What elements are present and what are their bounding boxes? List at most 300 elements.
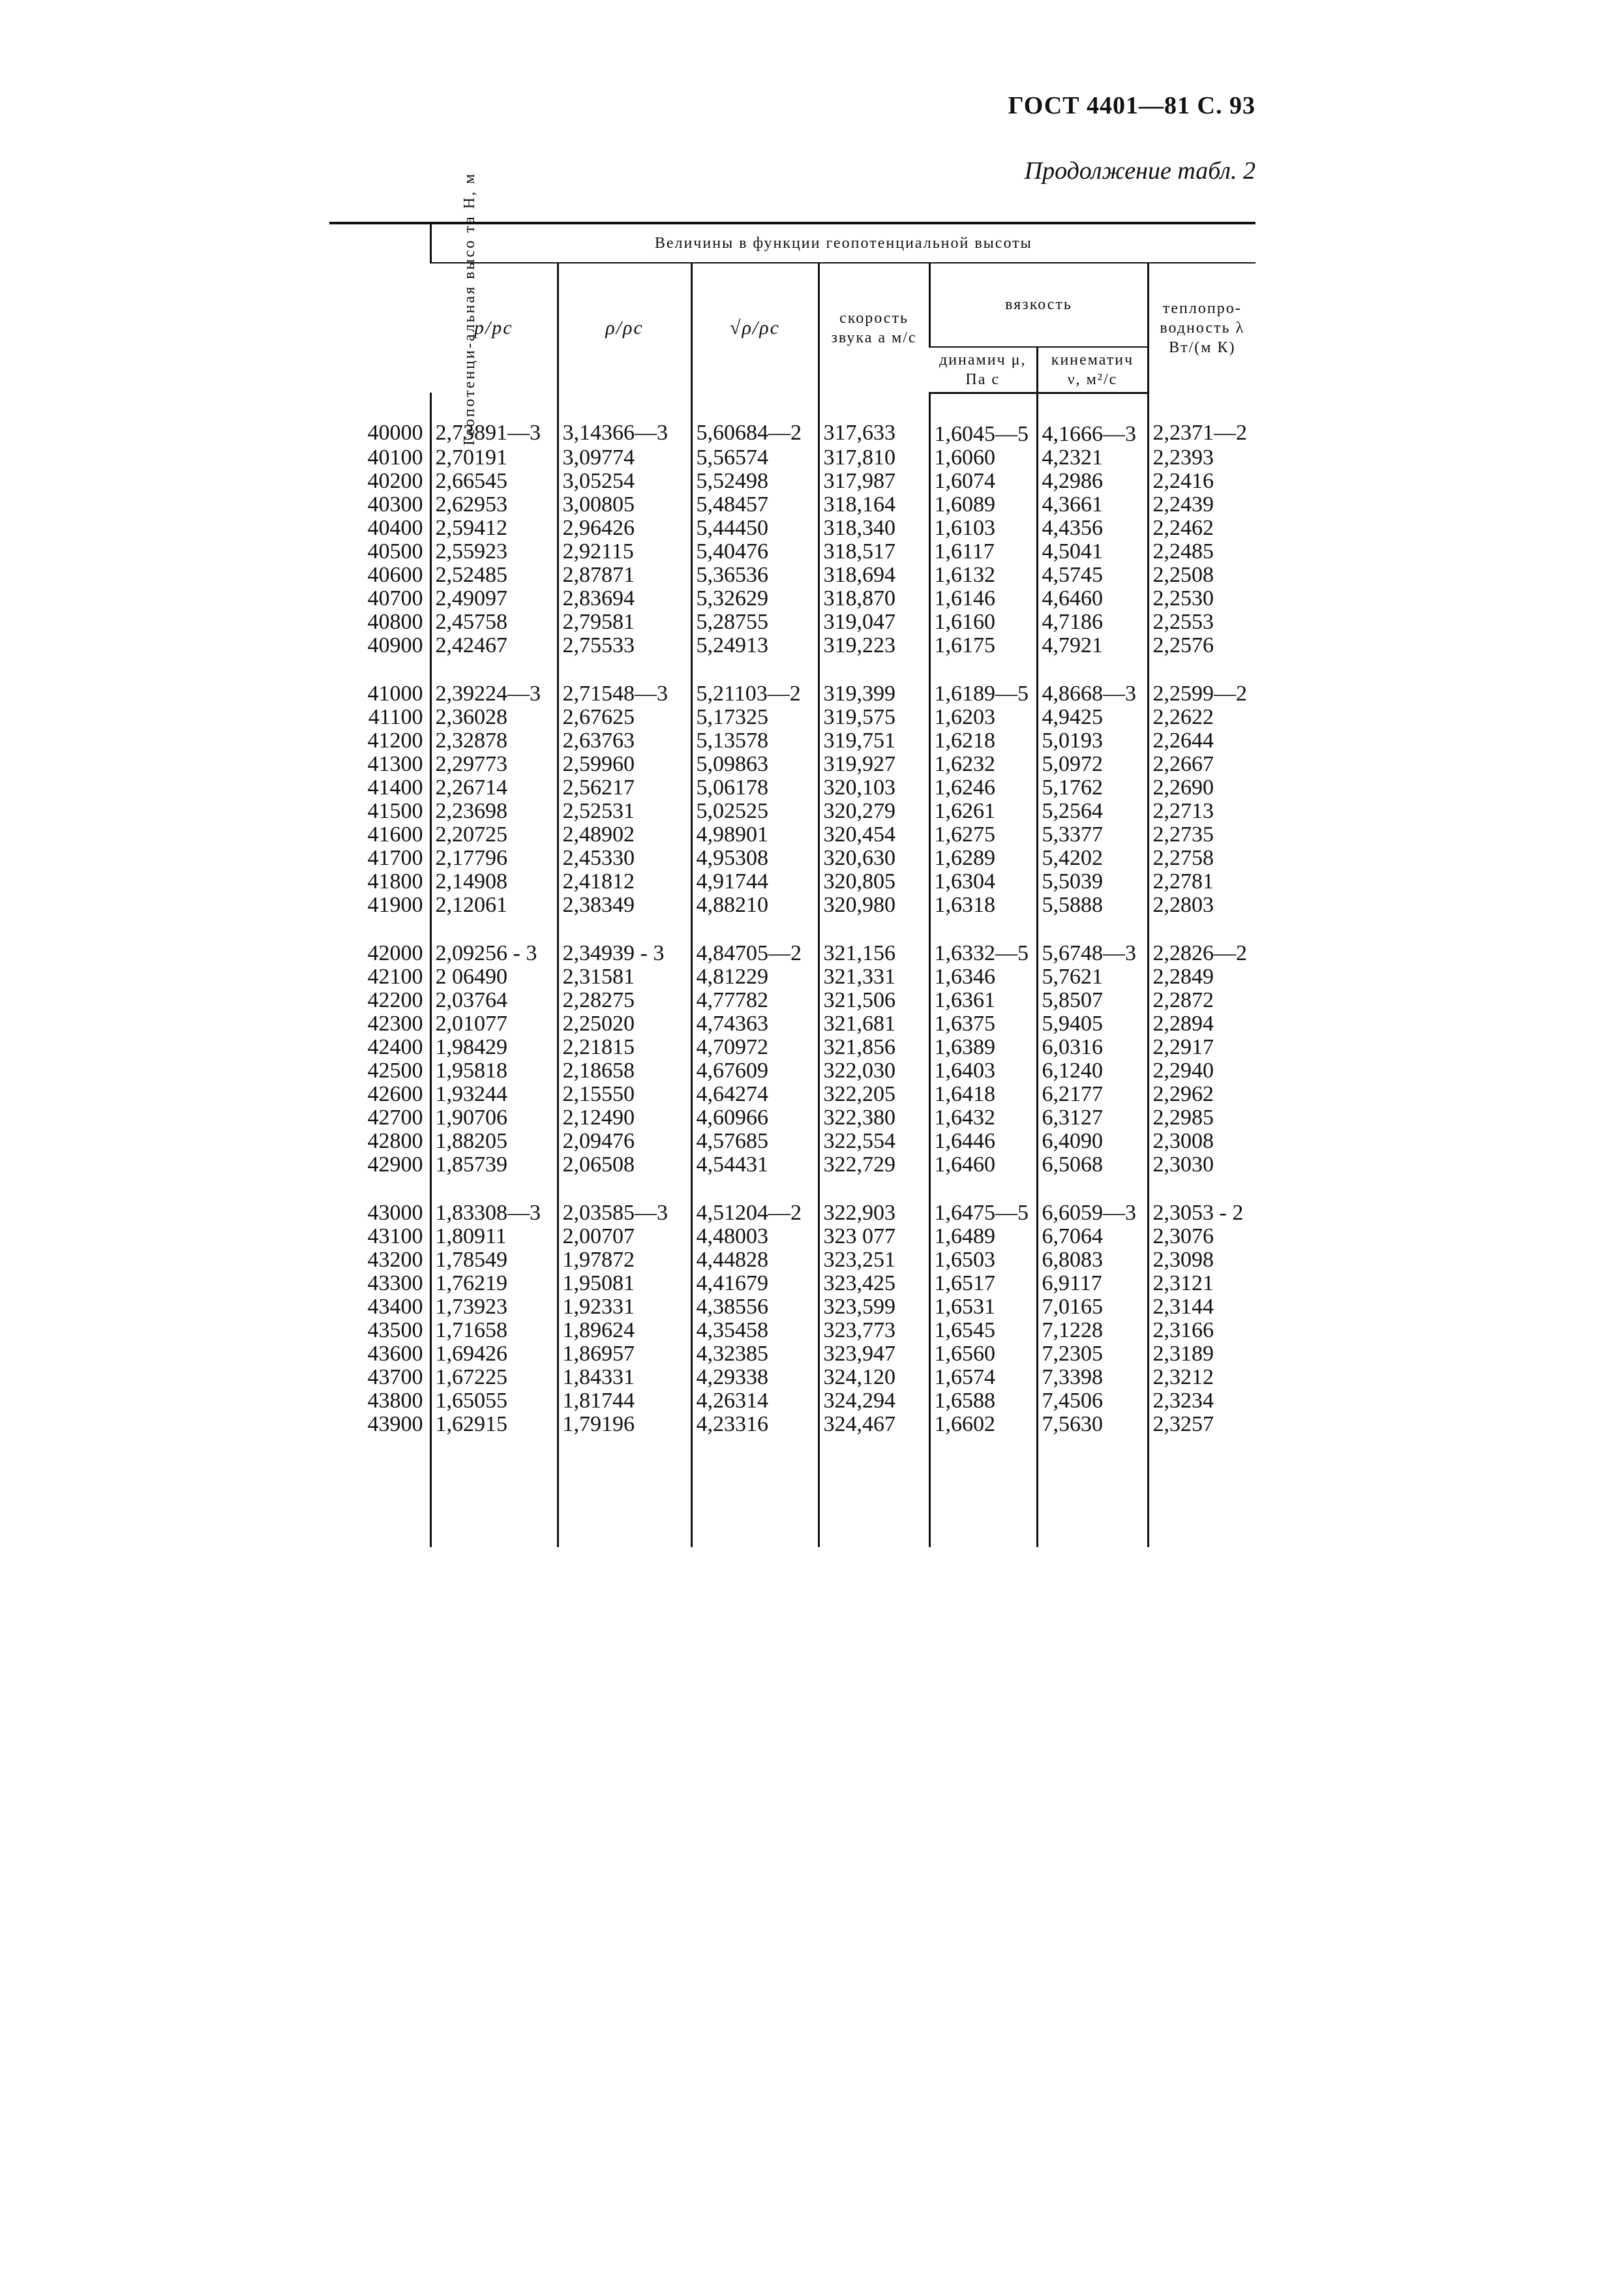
table-row [329, 847, 1256, 870]
height-cell: 42000 [367, 941, 423, 965]
sqrt-density-cell: 4,41679 [691, 1272, 819, 1295]
thermal-conductivity-cell: 2,2622 [1148, 706, 1256, 729]
thermal-conductivity-cell: 2,2962 [1148, 1083, 1256, 1106]
document-page-header: ГОСТ 4401—81 С. 93 [1008, 92, 1256, 119]
kinematic-viscosity-cell: 4,6460 [1037, 587, 1148, 610]
thermal-conductivity-cell: 2,3166 [1148, 1319, 1256, 1342]
height-cell: 41700 [367, 845, 423, 870]
table-row [329, 776, 1256, 800]
dynamic-viscosity-cell: 1,6261 [929, 800, 1037, 823]
height-cell: 43900 [367, 1411, 423, 1436]
density-ratio-cell: 1,84331 [558, 1366, 691, 1389]
table-row [329, 1130, 1256, 1153]
table-row [329, 1059, 1256, 1083]
density-ratio-cell: 2,83694 [558, 587, 691, 610]
sound-speed-cell: 322,554 [819, 1130, 929, 1153]
table-row [329, 753, 1256, 776]
kinematic-viscosity-cell: 5,3377 [1037, 823, 1148, 847]
thermal-conductivity-cell: 2,2735 [1148, 823, 1256, 847]
density-ratio-cell: 1,86957 [558, 1342, 691, 1366]
pressure-ratio-cell: 2,49097 [430, 587, 558, 610]
kinematic-viscosity-cell: 7,1228 [1037, 1319, 1148, 1342]
sound-speed-cell: 321,331 [819, 965, 929, 989]
dynamic-viscosity-cell: 1,6146 [929, 587, 1037, 610]
thermal-conductivity-cell: 2,2485 [1148, 540, 1256, 564]
dynamic-viscosity-cell: 1,6560 [929, 1342, 1037, 1366]
sound-speed-cell: 317,810 [819, 446, 929, 470]
sound-speed-cell: 322,380 [819, 1106, 929, 1130]
tail-cell [929, 1436, 1037, 1547]
sound-speed-cell: 322,729 [819, 1153, 929, 1177]
sqrt-density-cell: 4,32385 [691, 1342, 819, 1366]
kinematic-viscosity-cell: 5,5039 [1037, 870, 1148, 894]
sound-speed-cell: 321,856 [819, 1036, 929, 1059]
table-row [329, 1153, 1256, 1177]
density-ratio-cell: 2,75533 [558, 634, 691, 657]
thermal-conductivity-cell: 2,2872 [1148, 989, 1256, 1012]
table-row [329, 729, 1256, 753]
spacer-cell [558, 1177, 691, 1201]
sqrt-density-cell: 4,44828 [691, 1248, 819, 1272]
dynamic-viscosity-cell: 1,6175 [929, 634, 1037, 657]
sqrt-density-cell: 5,44450 [691, 517, 819, 540]
dynamic-viscosity-cell: 1,6218 [929, 729, 1037, 753]
pressure-ratio-cell: 1,76219 [430, 1272, 558, 1295]
table-row [329, 470, 1256, 493]
dynamic-viscosity-cell: 1,6475—5 [929, 1201, 1037, 1225]
pressure-ratio-cell: 2,32878 [430, 729, 558, 753]
sqrt-density-cell: 4,88210 [691, 894, 819, 917]
sqrt-density-cell: 5,40476 [691, 540, 819, 564]
pressure-ratio-cell: 1,83308—3 [430, 1201, 558, 1225]
kinematic-viscosity-cell: 7,0165 [1037, 1295, 1148, 1319]
spacer-cell [691, 917, 819, 942]
sound-speed-cell: 321,156 [819, 942, 929, 965]
sqrt-density-cell: 4,48003 [691, 1225, 819, 1248]
thermal-conductivity-cell: 2,2940 [1148, 1059, 1256, 1083]
height-cell: 43600 [367, 1341, 423, 1366]
dynamic-viscosity-cell: 1,6389 [929, 1036, 1037, 1059]
spacer-cell [1037, 1177, 1148, 1201]
pressure-ratio-cell: 2,36028 [430, 706, 558, 729]
table-body [329, 393, 1256, 1547]
density-ratio-cell: 2,18658 [558, 1059, 691, 1083]
table-row [329, 540, 1256, 564]
dynamic-viscosity-cell: 1,6318 [929, 894, 1037, 917]
kinematic-viscosity-cell: 7,3398 [1037, 1366, 1148, 1389]
density-ratio-cell: 2,09476 [558, 1130, 691, 1153]
thermal-conductivity-cell: 2,2576 [1148, 634, 1256, 657]
thermal-conductivity-cell: 2,2758 [1148, 847, 1256, 870]
sound-speed-cell: 318,164 [819, 493, 929, 517]
density-ratio-cell: 2,03585—3 [558, 1201, 691, 1225]
table-row [329, 894, 1256, 917]
tail-cell [691, 1436, 819, 1547]
thermal-conductivity-cell: 2,2644 [1148, 729, 1256, 753]
thermal-conductivity-cell: 2,2416 [1148, 470, 1256, 493]
sound-speed-cell: 323,251 [819, 1248, 929, 1272]
table-row [329, 965, 1256, 989]
table-row [329, 1272, 1256, 1295]
table-row [329, 989, 1256, 1012]
height-cell: 41800 [367, 869, 423, 894]
kinematic-viscosity-cell: 5,0972 [1037, 753, 1148, 776]
pressure-ratio-cell: 1,95818 [430, 1059, 558, 1083]
height-cell: 40700 [367, 586, 423, 610]
sound-speed-cell: 323,425 [819, 1272, 929, 1295]
pressure-ratio-cell: 2,70191 [430, 446, 558, 470]
sound-speed-cell: 318,694 [819, 564, 929, 587]
sqrt-density-cell: 5,06178 [691, 776, 819, 800]
sqrt-density-cell: 4,98901 [691, 823, 819, 847]
pressure-ratio-cell: 2,20725 [430, 823, 558, 847]
height-cell: 40800 [367, 609, 423, 634]
sound-speed-cell: 320,805 [819, 870, 929, 894]
kinematic-viscosity-cell: 4,7921 [1037, 634, 1148, 657]
sqrt-density-cell: 4,81229 [691, 965, 819, 989]
table-continuation-label: Продолжение табл. 2 [1024, 157, 1256, 185]
sound-speed-cell: 324,120 [819, 1366, 929, 1389]
kinematic-viscosity-cell: 5,1762 [1037, 776, 1148, 800]
thermal-conductivity-cell: 2,3189 [1148, 1342, 1256, 1366]
kinematic-viscosity-cell: 7,2305 [1037, 1342, 1148, 1366]
kinematic-viscosity-cell: 6,3127 [1037, 1106, 1148, 1130]
sqrt-density-cell: 5,32629 [691, 587, 819, 610]
spacer-cell [1148, 657, 1256, 682]
spacer-cell [1148, 1177, 1256, 1201]
sqrt-density-cell: 5,21103—2 [691, 682, 819, 706]
spacer-cell [430, 657, 558, 682]
dynamic-viscosity-cell: 1,6103 [929, 517, 1037, 540]
density-ratio-cell: 3,05254 [558, 470, 691, 493]
density-ratio-cell: 2,71548—3 [558, 682, 691, 706]
thermal-conductivity-cell: 2,2439 [1148, 493, 1256, 517]
density-ratio-cell: 2,12490 [558, 1106, 691, 1130]
spacer-cell [1037, 917, 1148, 942]
density-ratio-cell: 2,28275 [558, 989, 691, 1012]
dynamic-viscosity-cell: 1,6574 [929, 1366, 1037, 1389]
spacer-cell [819, 1177, 929, 1201]
dynamic-viscosity-cell: 1,6418 [929, 1083, 1037, 1106]
spacer-cell [1148, 917, 1256, 942]
pressure-ratio-cell: 2,14908 [430, 870, 558, 894]
density-ratio-cell: 3,00805 [558, 493, 691, 517]
dynamic-viscosity-cell: 1,6517 [929, 1272, 1037, 1295]
dynamic-viscosity-cell: 1,6189—5 [929, 682, 1037, 706]
table-row [329, 587, 1256, 610]
density-ratio-cell: 2,67625 [558, 706, 691, 729]
group-header: Величины в функции геопотенциальной высоты [430, 223, 1256, 263]
sqrt-density-cell: 4,84705—2 [691, 942, 819, 965]
sound-speed-cell: 321,681 [819, 1012, 929, 1036]
sqrt-density-cell: 5,36536 [691, 564, 819, 587]
sound-speed-cell: 322,903 [819, 1201, 929, 1225]
table-row [329, 800, 1256, 823]
dynamic-viscosity-cell: 1,6489 [929, 1225, 1037, 1248]
sound-speed-cell: 317,987 [819, 470, 929, 493]
dynamic-viscosity-cell: 1,6160 [929, 610, 1037, 634]
sound-speed-cell: 319,047 [819, 610, 929, 634]
sound-speed-cell: 318,517 [819, 540, 929, 564]
table-row [329, 1012, 1256, 1036]
height-cell: 42700 [367, 1105, 423, 1130]
kinematic-viscosity-cell: 6,4090 [1037, 1130, 1148, 1153]
viscosity-group-header: вязкость [929, 263, 1148, 347]
pressure-ratio-cell: 2,29773 [430, 753, 558, 776]
height-cell: 40400 [367, 515, 423, 540]
table-row [329, 1248, 1256, 1272]
sqrt-density-cell: 4,29338 [691, 1366, 819, 1389]
height-cell: 42900 [367, 1152, 423, 1177]
height-cell: 43500 [367, 1318, 423, 1342]
table-row [329, 823, 1256, 847]
sqrt-density-cell: 4,23316 [691, 1413, 819, 1436]
density-ratio-cell: 1,97872 [558, 1248, 691, 1272]
thermal-conductivity-cell: 2,3144 [1148, 1295, 1256, 1319]
sound-speed-cell: 317,633 [819, 393, 929, 446]
kinematic-viscosity-cell: 6,2177 [1037, 1083, 1148, 1106]
thermal-conductivity-cell: 2,2667 [1148, 753, 1256, 776]
dynamic-viscosity-cell: 1,6602 [929, 1413, 1037, 1436]
dynamic-viscosity-header: динамич μ, Па с [929, 347, 1037, 393]
thermal-conductivity-cell: 2,3030 [1148, 1153, 1256, 1177]
pressure-ratio-cell: 1,69426 [430, 1342, 558, 1366]
density-ratio-cell: 2,25020 [558, 1012, 691, 1036]
dynamic-viscosity-cell: 1,6346 [929, 965, 1037, 989]
density-ratio-cell: 2,56217 [558, 776, 691, 800]
kinematic-viscosity-cell: 4,7186 [1037, 610, 1148, 634]
height-cell: 41300 [367, 751, 423, 776]
dynamic-viscosity-cell: 1,6304 [929, 870, 1037, 894]
table-row [329, 1342, 1256, 1366]
pressure-ratio-cell: 1,67225 [430, 1366, 558, 1389]
pressure-ratio-cell: 2,73891—3 [430, 393, 558, 446]
spacer-cell [329, 917, 430, 942]
height-cell: 43800 [367, 1388, 423, 1413]
density-ratio-cell: 1,81744 [558, 1389, 691, 1413]
density-ratio-cell: 2,92115 [558, 540, 691, 564]
sound-speed-cell: 318,340 [819, 517, 929, 540]
dynamic-viscosity-cell: 1,6246 [929, 776, 1037, 800]
spacer-cell [430, 917, 558, 942]
height-cell: 40300 [367, 492, 423, 517]
thermal-conductivity-cell: 2,3257 [1148, 1413, 1256, 1436]
sqrt-density-cell: 4,95308 [691, 847, 819, 870]
table-row [329, 1389, 1256, 1413]
sqrt-density-cell: 4,77782 [691, 989, 819, 1012]
sound-speed-cell: 320,630 [819, 847, 929, 870]
height-cell: 40200 [367, 468, 423, 493]
sqrt-density-cell: 5,28755 [691, 610, 819, 634]
pressure-ratio-cell: 1,80911 [430, 1225, 558, 1248]
height-cell: 42100 [367, 964, 423, 989]
density-ratio-cell: 2,38349 [558, 894, 691, 917]
pressure-ratio-cell: 2,17796 [430, 847, 558, 870]
height-cell: 41200 [367, 728, 423, 753]
table-row [329, 446, 1256, 470]
thermal-conductivity-cell: 2,2894 [1148, 1012, 1256, 1036]
kinematic-viscosity-cell: 5,9405 [1037, 1012, 1148, 1036]
table-row [329, 1225, 1256, 1248]
density-ratio-cell: 1,95081 [558, 1272, 691, 1295]
sqrt-density-cell: 5,56574 [691, 446, 819, 470]
sound-speed-cell: 319,399 [819, 682, 929, 706]
kinematic-viscosity-cell: 4,8668—3 [1037, 682, 1148, 706]
density-ratio-cell: 3,14366—3 [558, 393, 691, 446]
density-ratio-cell: 2,63763 [558, 729, 691, 753]
pressure-ratio-cell: 2,52485 [430, 564, 558, 587]
kinematic-viscosity-cell: 5,4202 [1037, 847, 1148, 870]
kinematic-viscosity-cell: 4,2321 [1037, 446, 1148, 470]
height-cell: 41600 [367, 822, 423, 847]
spacer-cell [691, 1177, 819, 1201]
height-cell: 43300 [367, 1271, 423, 1295]
table-row [329, 1106, 1256, 1130]
sqrt-density-cell: 5,02525 [691, 800, 819, 823]
thermal-conductivity-cell: 2,2371—2 [1148, 393, 1256, 446]
table-row [329, 1083, 1256, 1106]
pressure-ratio-cell: 1,78549 [430, 1248, 558, 1272]
pressure-ratio-cell: 2,62953 [430, 493, 558, 517]
thermal-conductivity-cell: 2,3098 [1148, 1248, 1256, 1272]
kinematic-viscosity-cell: 4,3661 [1037, 493, 1148, 517]
thermal-conductivity-cell: 2,3234 [1148, 1389, 1256, 1413]
table-row [329, 564, 1256, 587]
spacer-cell [819, 657, 929, 682]
dynamic-viscosity-cell: 1,6531 [929, 1295, 1037, 1319]
tail-cell [1037, 1436, 1148, 1547]
sound-speed-cell: 323,773 [819, 1319, 929, 1342]
dynamic-viscosity-cell: 1,6232 [929, 753, 1037, 776]
density-ratio-cell: 3,09774 [558, 446, 691, 470]
table-tail-space [329, 1436, 1256, 1547]
sound-speed-cell: 319,575 [819, 706, 929, 729]
kinematic-viscosity-cell: 5,8507 [1037, 989, 1148, 1012]
pressure-ratio-cell: 2,12061 [430, 894, 558, 917]
density-ratio-cell: 2,59960 [558, 753, 691, 776]
sqrt-density-cell: 5,13578 [691, 729, 819, 753]
group-spacer [329, 917, 1256, 942]
thermal-conductivity-cell: 2,2803 [1148, 894, 1256, 917]
kinematic-viscosity-cell: 6,7064 [1037, 1225, 1148, 1248]
sound-speed-cell: 320,454 [819, 823, 929, 847]
density-ratio-cell: 2,34939 - 3 [558, 942, 691, 965]
sqrt-density-cell: 5,48457 [691, 493, 819, 517]
spacer-cell [430, 1177, 558, 1201]
table-row [329, 1036, 1256, 1059]
kinematic-viscosity-cell: 6,8083 [1037, 1248, 1148, 1272]
sqrt-density-cell: 4,51204—2 [691, 1201, 819, 1225]
dynamic-viscosity-cell: 1,6545 [929, 1319, 1037, 1342]
sound-speed-cell: 323,947 [819, 1342, 929, 1366]
sqrt-density-cell: 4,38556 [691, 1295, 819, 1319]
sound-speed-cell: 324,467 [819, 1413, 929, 1436]
height-cell: 41900 [367, 892, 423, 917]
pressure-ratio-header: p/pc [474, 317, 513, 339]
density-ratio-cell: 2,21815 [558, 1036, 691, 1059]
sqrt-density-cell: 4,26314 [691, 1389, 819, 1413]
density-ratio-cell: 2,41812 [558, 870, 691, 894]
dynamic-viscosity-cell: 1,6403 [929, 1059, 1037, 1083]
sound-speed-cell: 320,279 [819, 800, 929, 823]
spacer-cell [691, 657, 819, 682]
height-column-label: Геопотенци-альная высо та H, м [461, 172, 479, 446]
kinematic-viscosity-cell: 7,5630 [1037, 1413, 1148, 1436]
spacer-cell [558, 657, 691, 682]
sqrt-density-cell: 4,54431 [691, 1153, 819, 1177]
height-cell: 42500 [367, 1058, 423, 1083]
height-cell: 42300 [367, 1011, 423, 1036]
pressure-ratio-cell: 2,59412 [430, 517, 558, 540]
pressure-ratio-cell: 2,09256 - 3 [430, 942, 558, 965]
kinematic-viscosity-cell: 6,5068 [1037, 1153, 1148, 1177]
height-cell: 43000 [367, 1200, 423, 1225]
table-row [329, 1319, 1256, 1342]
kinematic-viscosity-cell: 6,6059—3 [1037, 1201, 1148, 1225]
spacer-cell [329, 657, 430, 682]
kinematic-viscosity-cell: 6,1240 [1037, 1059, 1148, 1083]
thermal-conductivity-cell: 2,3053 - 2 [1148, 1201, 1256, 1225]
tail-cell [329, 1436, 430, 1547]
pressure-ratio-cell: 2,42467 [430, 634, 558, 657]
kinematic-viscosity-cell: 7,4506 [1037, 1389, 1148, 1413]
density-ratio-cell: 2,48902 [558, 823, 691, 847]
thermal-conductivity-cell: 2,3008 [1148, 1130, 1256, 1153]
thermal-conductivity-cell: 2,2508 [1148, 564, 1256, 587]
thermal-conductivity-cell: 2,2393 [1148, 446, 1256, 470]
dynamic-viscosity-cell: 1,6503 [929, 1248, 1037, 1272]
pressure-ratio-cell: 1,98429 [430, 1036, 558, 1059]
sqrt-density-cell: 4,64274 [691, 1083, 819, 1106]
height-cell: 42600 [367, 1081, 423, 1106]
thermal-conductivity-cell: 2,3076 [1148, 1225, 1256, 1248]
sound-speed-cell: 321,506 [819, 989, 929, 1012]
kinematic-viscosity-cell: 4,5745 [1037, 564, 1148, 587]
thermal-conductivity-cell: 2,2781 [1148, 870, 1256, 894]
height-cell: 43400 [367, 1294, 423, 1319]
kinematic-viscosity-cell: 5,6748—3 [1037, 942, 1148, 965]
height-cell: 40900 [367, 633, 423, 657]
pressure-ratio-cell: 1,90706 [430, 1106, 558, 1130]
pressure-ratio-cell: 1,85739 [430, 1153, 558, 1177]
pressure-ratio-cell: 2,23698 [430, 800, 558, 823]
spacer-cell [929, 657, 1037, 682]
height-cell: 42200 [367, 987, 423, 1012]
table-row [329, 493, 1256, 517]
kinematic-viscosity-header: кинематич ν, м²/с [1037, 347, 1148, 393]
table-row [329, 870, 1256, 894]
density-ratio-cell: 2,52531 [558, 800, 691, 823]
density-ratio-cell: 1,92331 [558, 1295, 691, 1319]
sqrt-density-cell: 5,52498 [691, 470, 819, 493]
density-ratio-cell: 2,96426 [558, 517, 691, 540]
sqrt-density-cell: 4,91744 [691, 870, 819, 894]
pressure-ratio-cell: 2,01077 [430, 1012, 558, 1036]
dynamic-viscosity-cell: 1,6089 [929, 493, 1037, 517]
table-row [329, 682, 1256, 706]
dynamic-viscosity-cell: 1,6446 [929, 1130, 1037, 1153]
spacer-cell [1037, 657, 1148, 682]
height-cell: 43700 [367, 1364, 423, 1389]
kinematic-viscosity-cell: 5,5888 [1037, 894, 1148, 917]
sound-speed-cell: 319,751 [819, 729, 929, 753]
height-cell: 43100 [367, 1224, 423, 1248]
kinematic-viscosity-cell: 4,4356 [1037, 517, 1148, 540]
thermal-conductivity-cell: 2,2985 [1148, 1106, 1256, 1130]
sound-speed-cell: 320,103 [819, 776, 929, 800]
density-ratio-cell: 1,89624 [558, 1319, 691, 1342]
density-ratio-cell: 2,15550 [558, 1083, 691, 1106]
